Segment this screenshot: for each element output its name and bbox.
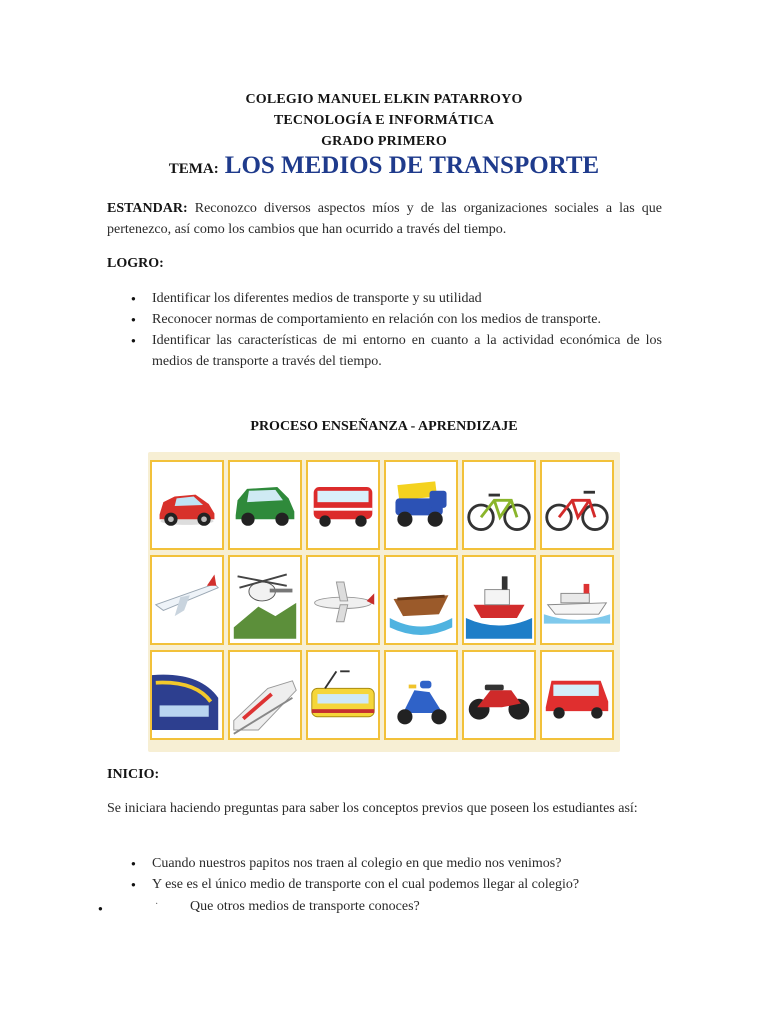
proceso-title: PROCESO ENSEÑANZA - APRENDIZAJE xyxy=(250,419,518,434)
inicio-question-list xyxy=(107,853,662,895)
bus-icon xyxy=(306,460,380,550)
topic-line xyxy=(0,152,768,180)
school-name: COLEGIO MANUEL ELKIN PATARROYO xyxy=(245,92,523,107)
helicopter-icon xyxy=(228,555,302,645)
estandar-label: ESTANDAR: xyxy=(107,201,188,216)
estandar-text: Reconozco diversos aspectos míos y de las organizaciones sociales a las que pertenezco, así como los cambios que han ocurrido a través del tiempo. xyxy=(107,201,663,237)
bicycle-icon xyxy=(462,460,536,550)
motorcycle-icon xyxy=(462,650,536,740)
list-item: ● Identificar las características de mi entorno en cuanto a la actividad económica de los medios de transporte a través del tiempo. xyxy=(107,330,662,372)
list-item: ● Y ese es el único medio de transporte con el cual podemos llegar al colegio? xyxy=(107,874,662,895)
car-icon xyxy=(150,460,224,550)
bullet-train-icon xyxy=(228,650,302,740)
dump-truck-icon xyxy=(384,460,458,550)
bullet-icon: ● xyxy=(98,904,103,913)
list-item: ● Reconocer normas de comportamiento en relación con los medios de transporte. xyxy=(107,309,662,330)
list-item: ● Cuando nuestros papitos nos traen al colegio en que medio nos venimos? xyxy=(107,853,662,874)
suv-icon xyxy=(228,460,302,550)
subject-name: TECNOLOGÍA E INFORMÁTICA xyxy=(273,113,495,128)
grade-level: GRADO PRIMERO xyxy=(321,134,447,149)
red-bicycle-icon xyxy=(540,460,614,550)
bullet-marker: · xyxy=(155,899,159,910)
inicio-title: INICIO: xyxy=(107,767,160,782)
topic-title: LOS MEDIOS DE TRANSPORTE xyxy=(224,152,600,179)
airplane-icon xyxy=(150,555,224,645)
tram-icon xyxy=(306,650,380,740)
red-bus-icon xyxy=(540,650,614,740)
logro-list xyxy=(107,288,662,372)
list-item: ● Identificar los diferentes medios de transporte y su utilidad xyxy=(107,288,662,309)
yacht-icon xyxy=(540,555,614,645)
logro-title: LOGRO: xyxy=(107,256,164,271)
rowboat-icon xyxy=(384,555,458,645)
small-airplane-icon xyxy=(306,555,380,645)
subway-train-icon xyxy=(150,650,224,740)
estandar-paragraph xyxy=(107,198,662,240)
list-item: Que otros medios de transporte conoces? xyxy=(190,899,420,914)
scooter-icon xyxy=(384,650,458,740)
topic-label: TEMA: xyxy=(168,161,219,177)
inicio-paragraph: Se iniciara haciendo preguntas para saber los conceptos previos que poseen los estudiantes así: xyxy=(107,801,638,816)
transport-image-grid xyxy=(148,452,620,752)
ship-icon xyxy=(462,555,536,645)
